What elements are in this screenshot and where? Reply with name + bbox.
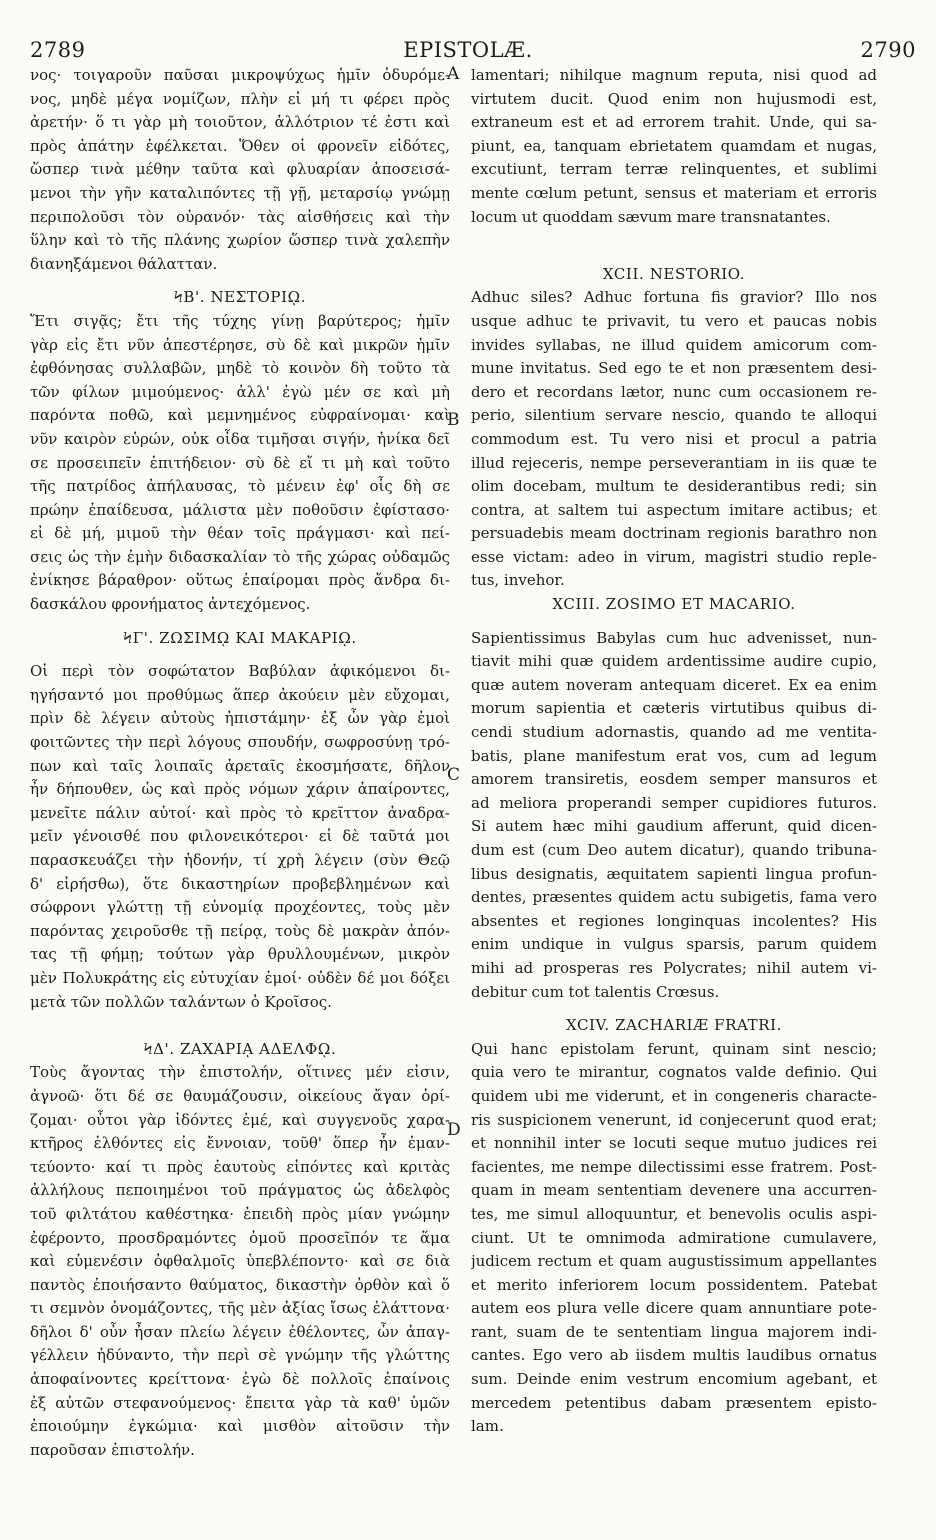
greek-letter-94-line: κτῆρος ἐλθόντες εἰς ἔννοιαν, τοῦθ' ὅπερ ἦν ἐμαν- [30,1134,450,1153]
greek-column [30,64,450,1462]
greek-letter-92-line: πρώην ἐπαίδευσα, μάλιστα μὲν ποθοῦσιν ἐφίστασο· [30,500,450,519]
latin-letter-94-line: mercedem petentibus dabam præsentem episto- [471,1393,877,1412]
latin-letter-93-line: libus designatis, æquitatem sapienti lingua profun- [471,864,877,883]
latin-letter-93-line: morum sapientia et cæteris virtutibus quibus di- [471,699,877,718]
greek-letter-94-line: τι σεμνὸν ὀνομάζοντες, τῆς μὲν ἀξίας ἴσως ἐλάττονα· [30,1299,450,1318]
latin-letter-92-line: invides syllabas, ne illud quidem amicorum com- [471,335,877,354]
latin-intro-line: piunt, ea, tanquam ebrietatem quamdam et nugas, [471,136,877,155]
latin-letter-92-line: commodum est. Tu vero nisi et procul a patria [471,429,877,448]
greek-letter-92-line: δασκάλου φρονήματος ἀντεχόμενος. [30,595,311,614]
latin-intro-line: mente cœlum petunt, sensus et materiam et erroris [471,183,877,202]
latin-letter-92-line: mune invitatus. Sed ego te et non præsentem desi- [471,359,877,378]
greek-letter-93-line: δ' εἰρήσθω), ὅτε δικαστηρίων προβεβλημένων καὶ [30,874,450,893]
greek-intro-line: διανηξάμενοι θάλατταν. [30,254,218,273]
latin-letter-93-line: amorem transiretis, eosdem semper mansuros et [471,770,877,789]
latin-letter-94-line: quia vero te mirantur, cognatos valde definio. Qui [471,1063,877,1082]
latin-letter-93-line: absentes et regiones longinquas incolentes? His [471,911,877,930]
latin-letter-94-line: cantes. Ego vero ab iisdem multis laudibus ornatus [471,1346,877,1365]
greek-intro-line: ὕλην καὶ τὸ τῆς πλάνης χωρίον ὥσπερ τινὰ χαλεπὴν [30,231,450,250]
greek-letter-93-line: παρασκευάζει τὴν ἡδονήν, τί χρὴ λέγειν (σὺν Θεῷ [30,851,450,869]
latin-letter-93-line: mihi ad prosperas res Polycrates; nihil autem vi- [471,958,877,977]
greek-letter-92-line: ἐνίκησε βάραθρον· οὕτως ἐπαίρομαι πρὸς ἄνδρα δι- [30,571,450,590]
greek-letter-93-line: μενεῖτε πάλιν αὐτοί· καὶ πρὸς τὸ κρεῖττον ἀναδρα- [30,803,450,822]
latin-letter-92-line: perio, silentium servare nescio, quando te alloqui [471,406,877,425]
latin-letter-92-line: esse victam: adeo in virum, magistri studio reple- [471,547,877,566]
greek-letter-92-title: ϞΒ'. ΝΕΣΤΟΡΙῼ. [173,288,307,307]
greek-letter-93-line: παρόντας χειροῦσθε τῇ πείρᾳ, τοὺς δὲ μακρὰν ἀπόν- [30,921,450,940]
latin-letter-93-title: XCIII. ZOSIMO ET MACARIO. [552,595,796,614]
latin-letter-92-title: XCII. NESTORIO. [602,264,746,283]
latin-letter-93-line: dum est (cum Deo autem dicatur), quando tribuna- [471,841,877,859]
greek-letter-94-line: ἐξ αὐτῶν στεφανούμενος· ἔπειτα γὰρ τὰ καθ' ὑμῶν [30,1393,450,1412]
greek-intro-line: μενοι τὴν γῆν καταλιπόντες τῇ γῇ, μεταρσίῳ γνώμῃ [30,183,450,202]
greek-letter-94-line: παροῦσαν ἐπιστολήν. [30,1440,195,1459]
latin-letter-93-line: batis, plane manifestum erat vos, cum ad legum [471,746,877,765]
greek-letter-94-line: Τοὺς ἄγοντας τὴν ἐπιστολήν, οἵτινες μέν εἰσιν, [30,1063,450,1082]
latin-letter-93-line: tiavit mihi quæ quidem ardentissime audire cupio, [471,652,877,671]
right-page-number: 2790 [860,38,916,62]
greek-letter-93-line: τας τῇ φήμῃ; τούτων γὰρ θρυλλουμένων, μικρὸν [30,945,450,964]
greek-letter-94-line: ἐφέροντο, προσδραμόντες ὁμοῦ προσεῖπόν τε ἅμα [30,1228,450,1247]
greek-letter-92-line: τῶν φίλων μιμούμενος· ἀλλ' ἐγὼ μέν σε καὶ μὴ [30,382,450,401]
latin-column [471,64,877,1439]
left-page-number: 2789 [30,38,86,62]
greek-letter-93-line: μὲν Πολυκράτης εἰς εὐτυχίαν ἐμοί· οὐδὲν δέ μοι δόξει [30,968,450,987]
latin-letter-94-line: lam. [471,1417,504,1436]
greek-letter-94-line: γέλλειν ἠδύναντο, τὴν περὶ σὲ γνώμην τῆς γλώττης [30,1346,450,1365]
greek-letter-92-line: Ἔτι σιγᾷς; ἔτι τῆς τύχης γίνῃ βαρύτερος; ἡμῖν [30,311,450,330]
greek-intro-line: ὥσπερ τινὰ μέθην ταῦτα καὶ φλυαρίαν ἀποσεισά- [30,160,450,179]
latin-letter-92-line: usque adhuc te privavit, tu vero et paucas nobis [471,311,877,330]
latin-letter-94-line: rant, suam de te sententiam lingua majorem indi- [471,1322,877,1341]
latin-intro-line: virtutem ducit. Quod enim non hujusmodi est, [471,89,877,108]
latin-letter-94-line: quidem ubi me viderunt, et in congeneris characte- [471,1086,877,1105]
greek-letter-93-line: ηγήσαντό μοι προθύμως ἅπερ ἀκούειν μὲν εὔχομαι, [30,685,450,704]
greek-intro-line: νος, μηδὲ μέγα νομίζων, πλὴν εἰ μή τι φέρει πρὸς [30,89,450,108]
greek-letter-94-line: τεύοντο· καί τι πρὸς ἑαυτοὺς εἰπόντες καὶ κριτὰς [30,1157,450,1176]
greek-letter-94-line: ἀγνοῶ· ὅτι δέ σε θαυμάζουσιν, οἰκείους ἄγαν ὁρί- [30,1086,450,1105]
latin-letter-93-line: Sapientissimus Babylas cum huc advenisset, nun- [471,628,877,647]
latin-intro-line: locum ut quoddam sævum mare transnatantes. [471,207,831,226]
greek-letter-94-line: ἀλλήλους πεποιημένοι τοῦ πράγματος ὡς ἀδελφὸς [30,1181,450,1200]
latin-letter-92-line: olim docebam, multum te desiderantibus redi; sin [471,477,877,496]
greek-letter-93-line: φοιτῶντες τὴν περὶ λόγους σπουδήν, σωφροσύνῃ τρό- [30,733,450,752]
greek-letter-94-title: ϞΔ'. ΖΑΧΑΡΙᾼ ΑΔΕΛΦῼ. [143,1039,337,1058]
greek-letter-92-line: εἰ δὲ μή, μιμοῦ τὴν θέαν τοῖς πράγμασι· καὶ πεί- [30,524,450,543]
latin-letter-92-line: contra, at saltem tui aspectum imitare actibus; et [471,500,877,519]
latin-letter-94-line: autem eos plura velle dicere quam annuntiare pote- [471,1299,877,1318]
latin-letter-94-line: Qui hanc epistolam ferunt, quinam sint nescio; [471,1039,877,1058]
greek-letter-93-line: πρὶν δὲ λέγειν αὐτοὺς ἠπιστάμην· ἐξ ὧν γὰρ ἐμοὶ [30,709,450,728]
latin-letter-94-line: et merito inferiorem locum possidentem. Patebat [471,1275,877,1294]
greek-letter-93-title: ϞΓ'. ΖΩΣΙΜῼ ΚΑΙ ΜΑΚΑΡΙῼ. [123,628,357,647]
latin-letter-94-line: facientes, me nempe dilectissimi esse fratrem. Post- [471,1157,877,1176]
latin-letter-94-line: quam in meam sententiam devenere una accurren- [471,1181,877,1200]
latin-letter-93-line: enim undique in vulgus sparsis, parum quidem [471,935,877,954]
latin-letter-94-line: sum. Deinde enim vestrum encomium agebant, et [471,1370,877,1389]
latin-letter-93-line: ad meliora properandi semper cupidiores futuros. [471,793,877,812]
latin-letter-92-line: Adhuc siles? Adhuc fortuna fis gravior? Illo nos [471,288,877,307]
latin-letter-94-line: ris suspicionem venerunt, id conjecerunt quod erat; [471,1110,877,1129]
greek-letter-93-line: Οἱ περὶ τὸν σοφώτατον Βαβύλαν ἀφικόμενοι δι- [30,662,450,681]
margin-letter-a: A [447,64,460,84]
greek-letter-94-line: τοῦ φιλτάτου καθέστηκα· ἐπειδὴ πρὸς μίαν γνώμην [30,1204,450,1223]
greek-letter-93-line: μετὰ τῶν πολλῶν ταλάντων ὁ Κροῖσος. [30,992,332,1011]
latin-letter-92-line: illud rejeceris, nempe perseverantiam in iis quæ te [471,453,877,472]
latin-letter-92-line: tus, invehor. [471,571,565,590]
latin-letter-93-line: Si autem hæc mihi gaudium afferunt, quid dicen- [471,817,877,836]
greek-letter-94-line: ἐποιούμην ἐγκώμια· καὶ μισθὸν αἰτοῦσιν τὴν [30,1417,450,1436]
latin-letter-93-line: quæ autem noveram antequam diceret. Ex ea enim [471,675,877,694]
greek-letter-93-line: πων καὶ ταῖς λοιπαῖς ἀρεταῖς ἐκοσμήσατε, δῆλον [30,756,450,775]
greek-letter-92-line: παρόντα ποθῶ, καὶ μεμνημένος εὐφραίνομαι· καὶ [30,406,450,425]
latin-letter-93-line: debitur cum tot talentis Crœsus. [471,982,720,1001]
latin-letter-94-line: et nonnihil inter se locuti seque mutuo judices rei [471,1134,877,1153]
greek-letter-94-line: δῆλοι δ' οὖν ἦσαν πλείω λέγειν ἐθέλοντες, ὧν ἀπαγ- [30,1322,450,1341]
latin-letter-93-line: dentes, præsentes quidem actu subigetis, fama vero [471,888,877,907]
latin-letter-94-title: XCIV. ZACHARIÆ FRATRI. [565,1016,783,1035]
greek-letter-92-line: τῆς πατρίδος ἀπήλαυσας, τὸ μένειν ἐφ' οἷς δὴ σε [30,477,450,496]
greek-letter-94-line: ἀποφαίνοντες κρείττονα· ἐγὼ δὲ πολλοῖς ἐπαίνοις [30,1370,450,1389]
latin-letter-92-line: persuadebis meam doctrinam regionis barathro non [471,524,877,543]
greek-letter-94-line: καὶ εὐμενέσιν ὀφθαλμοῖς ὑπεβλέποντο· καὶ σε διὰ [30,1252,450,1271]
greek-letter-93-line: σώφρονι γλώττῃ τῇ εὐνομίᾳ προχέοντες, τοὺς μὲν [30,898,450,917]
greek-letter-92-line: σεις ὡς τὴν ἐμὴν διδασκαλίαν τὸ τῆς χώρας οὐδαμῶς [30,547,450,566]
greek-letter-92-line: σε προσειπεῖν ἐπιτήδειον· σὺ δὲ εἴ τι μὴ καὶ τοῦτο [30,453,450,472]
latin-intro-line: extraneum est et ad errorem trahit. Unde, qui sa- [471,113,877,132]
greek-intro-line: πρὸς ἀπάτην ἐφέλκεται. Ὅθεν οἱ φρονεῖν εἰδότες, [30,136,450,155]
latin-intro-line: lamentari; nihilque magnum reputa, nisi quod ad [471,66,877,84]
running-head: EPISTOLÆ. [403,38,533,62]
latin-letter-94-line: judicem rectum et quam augustissimum appellantes [471,1252,877,1271]
greek-intro-line: ἀρετήν· ὅ τι γὰρ μὴ τοιοῦτον, ἀλλότριον τέ ἐστι καὶ [30,113,450,132]
greek-intro-line: νος· τοιγαροῦν παῦσαι μικροψύχως ἡμῖν ὀδυρόμε- [30,66,450,84]
greek-intro-line: περιπολοῦσι τὸν οὐρανόν· τὰς αἰσθήσεις καὶ τὴν [30,207,450,226]
latin-intro-line: excutiunt, terram terræ relinquentes, et sublimi [471,160,877,179]
greek-letter-92-line: νῦν καιρὸν εὑρών, οὐκ οἶδα τιμῆσαι σιγήν, ἡνίκα δεῖ [30,429,450,448]
latin-letter-94-line: ciunt. Ut te omnimoda admiratione cumulavere, [471,1228,877,1247]
margin-letter-d: D [447,1120,461,1140]
greek-letter-93-line: μεῖν γένοισθέ που φιλονεικότεροι· εἰ δὲ ταῦτά μοι [30,827,450,846]
margin-letter-b: B [447,410,460,430]
latin-letter-94-line: tes, me simul alloquuntur, et benevolis oculis aspi- [471,1204,877,1223]
greek-letter-92-line: ἐφθόνησας συλλαβῶν, μηδὲ τὸ κοινὸν δὴ τοῦτο τὰ [30,359,450,378]
margin-letter-c: C [447,765,461,785]
greek-letter-94-line: παντὸς ἐποιήσαντο θαύματος, δικαστὴν ὀρθὸν καὶ ὅ [30,1275,450,1294]
greek-letter-92-line: γὰρ εἰς ἔτι νῦν ἀπεστέρησε, σὺ δὲ καὶ μικρῶν ἡμῖν [30,335,450,354]
greek-letter-93-line: ἦν δήπουθεν, ὡς καὶ πρὸς νόμων χάριν ἀπαίροντες, [30,780,450,799]
latin-letter-93-line: cendi studium adornastis, quando ad me ventita- [471,723,877,742]
latin-letter-92-line: dero et recordans lætor, nunc cum occasionem re- [471,382,877,401]
greek-letter-94-line: ζομαι· οὗτοι γὰρ ἰδόντες ἐμέ, καὶ συγγενοῦς χαρα- [30,1110,450,1129]
